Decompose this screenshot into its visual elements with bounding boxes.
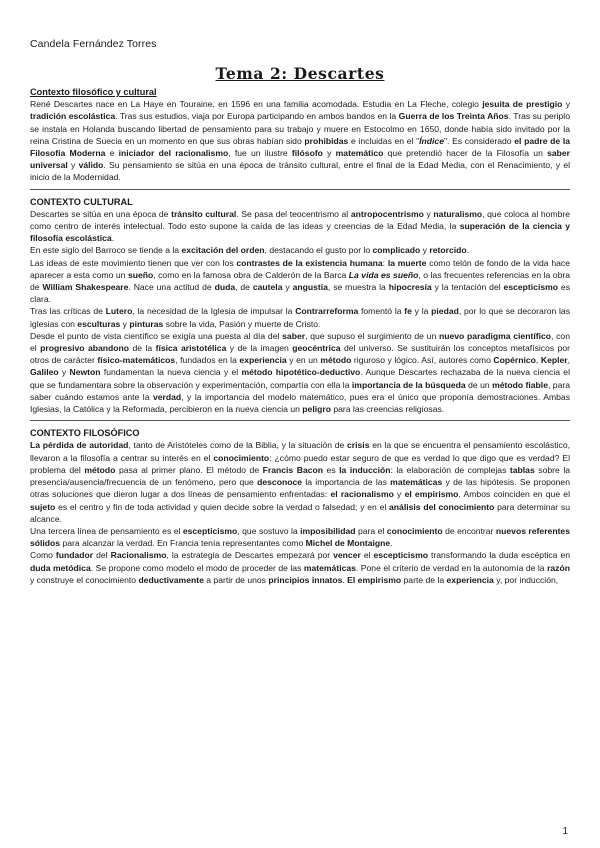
text-run: es clara. (30, 282, 570, 305)
text-run: y (282, 282, 293, 293)
text-run: , para saber cuándo estamos ante la (30, 379, 570, 402)
text-run: que pretendió hacer de la Filosofía un (383, 148, 548, 159)
paragraph (30, 330, 570, 415)
bold-term: Francis Bacon (262, 464, 324, 475)
text-run: , o las frecuentes referencias en la obra de (30, 269, 571, 293)
text-run: es (323, 464, 340, 475)
bold-term: Copérnico (493, 355, 536, 366)
bold-term: razón (547, 562, 570, 573)
bold-term: geocéntrica (292, 343, 341, 354)
bold-term: análisis del conocimiento (389, 501, 495, 512)
text-run: y (120, 318, 130, 329)
bold-term: superación de la ciencia y filosofía escolástica (30, 221, 571, 244)
section-paragraphs (30, 439, 570, 585)
bold-term: saber (282, 330, 306, 341)
bold-term: duda metódica (30, 562, 91, 573)
text-run: , (567, 355, 570, 366)
text-run: en la que se encuentra el pensamiento escolástico, llevaron a la filosofía a centrar su interés en el (30, 440, 570, 463)
text-run: . (390, 538, 393, 549)
text-run: : (382, 257, 388, 268)
text-run: y (393, 489, 405, 500)
bold-term: Contrarreforma (295, 306, 359, 317)
text-run: , que supuso el surgimiento de un (305, 330, 439, 341)
text-run: y (420, 245, 430, 256)
bold-term: complicado (372, 245, 421, 256)
text-run: parte de la (401, 574, 447, 585)
bold-term: matemáticas (303, 562, 356, 573)
bold-term: matemático (335, 148, 384, 159)
bold-term: desconoce (257, 477, 303, 488)
text-run: y, por inducción, (493, 574, 559, 585)
text-run: para el (355, 525, 387, 536)
bold-term: conocimiento (386, 525, 443, 536)
bold-term: Guerra de los Treinta Años (398, 111, 509, 122)
bold-term: jesuita de prestigio (482, 99, 563, 110)
bold-term: el racionalismo (330, 489, 394, 500)
text-run: , por lo que se decoraron las iglesias con (30, 306, 570, 329)
paragraph (30, 244, 570, 256)
bold-term: filósofo (291, 148, 323, 159)
text-run: es el centro y fin de toda actividad y quien decide sobre la verdad o falsedad; y en el (55, 501, 390, 512)
bold-term: peligro (302, 404, 331, 415)
bold-term: piedad (431, 306, 459, 317)
text-run: , con el (30, 330, 570, 354)
bold-term: fe (404, 306, 412, 317)
text-run: . Tras sus estudios, viaja por Europa participando en ambos bandos en la (115, 111, 399, 122)
text-run: Desde el punto de vista científico se exigía una puesta al día del (30, 330, 283, 341)
bold-term: prohibidas (304, 135, 349, 146)
bold-term: tablas (509, 464, 535, 475)
bold-term: William Shakespeare (42, 282, 129, 293)
text-run: del universo. Se sustituirán los conceptos metafísicos por otros de carácter (30, 343, 571, 366)
bold-term: pinturas (129, 318, 164, 329)
bold-term: retorcido (429, 245, 467, 256)
bold-term: saber universal (30, 148, 570, 171)
text-run: e (105, 148, 119, 159)
text-run: para determinar su alcance. (30, 501, 570, 524)
text-run: el (360, 550, 374, 561)
text-run: , tanto de Aristóteles como de la Biblia, y la situación de (128, 440, 348, 451)
text-run: En este siglo del Barroco se tiende a la (30, 245, 182, 256)
section-paragraphs (30, 98, 570, 183)
text-run: y de la imagen (226, 343, 293, 354)
paragraph (30, 525, 570, 549)
bold-term: esculturas (77, 318, 121, 329)
section-contexto-filosofico-cultural (30, 86, 570, 184)
text-run: de encontrar (442, 525, 496, 536)
paragraph (30, 98, 570, 183)
bold-term: imposibilidad (300, 525, 356, 536)
bold-term: tradición escolástica (30, 111, 116, 122)
text-run: pasa al primer plano. El método de (115, 464, 263, 475)
text-run: Como (30, 550, 56, 561)
bold-term: física aristotélica (155, 343, 227, 354)
document-title: Tema 2: Descartes (215, 64, 385, 83)
text-run: y (562, 99, 570, 110)
text-run: , que sostuvo la (237, 525, 301, 536)
bold-term: verdad (152, 391, 182, 402)
text-run: : ¿cómo puedo estar seguro de que es verdad lo que digo que es verdad? El problema del (30, 452, 570, 475)
text-run: . (111, 233, 115, 244)
text-run: René Descartes nace en La Haye en Touraine, en 1596 en una familia acomodada. Estudia en La Fleche, colegio (30, 99, 483, 110)
page-number: 1 (562, 826, 568, 837)
text-run: la importancia de las (302, 477, 391, 488)
text-run: . Nace una actitud de (128, 282, 215, 293)
bold-term: Kepler (540, 355, 568, 366)
text-run: . (466, 245, 470, 256)
text-run: e incluidas en el " (348, 135, 420, 146)
bold-term: progresivo abandono (40, 343, 130, 354)
text-run: de un (465, 379, 493, 390)
text-run: . Ambos coinciden en que el (458, 489, 570, 500)
text-run: y en un (286, 355, 321, 366)
bold-term: fundador (55, 550, 94, 561)
bold-term: experiencia (239, 355, 287, 366)
bold-term: conocimiento (213, 452, 270, 463)
bold-term: experiencia (446, 574, 494, 585)
bold-term: sueño (127, 269, 154, 280)
text-run: . Se propone como modelo el modo de proceder de las (90, 562, 304, 573)
text-run: , como en la famosa obra de Calderón de la Barca (153, 269, 349, 280)
section-heading: Contexto filosófico y cultural (30, 87, 157, 97)
bold-term: escepticismo (182, 525, 238, 536)
text-run: y de las hipótesis. Se proponen otras soluciones que dieron lugar a dos líneas de pensamiento enfrentadas: (30, 477, 570, 500)
paragraph (30, 208, 570, 245)
bold-term: El empirismo (347, 574, 402, 585)
bold-term: el empirismo (404, 489, 459, 500)
bold-term: sujeto (30, 501, 56, 512)
text-run: y la (411, 306, 432, 317)
bold-term: Galileo (30, 367, 59, 378)
bold-term: principios innatos (268, 574, 343, 585)
bold-term: Michel de Montaigne (305, 538, 391, 549)
text-run: . Se pasa del teocentrismo al (236, 208, 351, 219)
text-run: , de (235, 282, 253, 293)
text-run: . Su pensamiento se sitúa en una época de tránsito cultural, entre el final de la Edad Media, con el Renacimiento, y el inicio de la Modernidad. (30, 160, 571, 183)
text-run: . Tras su periplo se instala en Holanda buscando libertad de pensamiento para su trabajo y muere en Estocolmo en 1650, donde había sido invitado por la reina Cristina de Suecia en un momento en que sus obras habían sido (30, 111, 570, 146)
text-run: y (423, 208, 434, 219)
text-run: y la tentación del (431, 282, 504, 293)
bold-term: método (320, 355, 352, 366)
text-run: y (58, 367, 70, 378)
paragraph (30, 549, 570, 586)
section-contexto-filosofico (30, 427, 570, 586)
text-run: sobre la presencia/ausencia/frecuencia de un fenómeno, pero que (30, 464, 571, 488)
text-run: transformando la duda escéptica en (427, 550, 571, 561)
bold-term: tránsito cultural (171, 208, 237, 219)
text-run: riguroso y lógico. Así, autores como (351, 355, 494, 366)
text-run: para las creencias religiosas. (330, 404, 445, 415)
bold-term: iniciador del racionalismo (118, 148, 229, 159)
text-run: , fundados en la (175, 355, 240, 366)
text-run: y construye el conocimiento (30, 574, 139, 585)
text-run: : la elaboración de complejas (390, 464, 510, 475)
text-run: Tras las críticas de (30, 306, 106, 317)
bold-term: método fiable (492, 379, 548, 390)
bold-term: duda (214, 282, 236, 293)
bold-term: cautela (252, 282, 283, 293)
bold-term: escepticismo (503, 282, 559, 293)
document-body (30, 86, 570, 586)
bold-term: Lutero (105, 306, 133, 317)
bold-term: La vida es sueño (348, 269, 419, 280)
text-run: . (342, 574, 348, 585)
text-run: a partir de unos (203, 574, 269, 585)
bold-term: Racionalismo (110, 550, 167, 561)
section-heading: CONTEXTO FILOSÓFICO (30, 428, 140, 439)
bold-term: contrastes de la existencia humana (236, 257, 383, 268)
text-run: como telón de fondo de la vida hace aparecer a esta como un (30, 257, 570, 280)
text-run: ". Es considerado (443, 135, 515, 146)
bold-term: importancia de la búsqueda (351, 379, 466, 390)
bold-term: la muerte (387, 257, 427, 268)
bold-term: método hipotético-deductivo (241, 367, 361, 378)
section-heading: CONTEXTO CULTURAL (30, 196, 133, 207)
text-run: , destacando el gusto por lo (264, 245, 373, 256)
bold-term: vencer (333, 550, 361, 561)
section-paragraphs (30, 208, 570, 415)
text-run: Descartes se sitúa en una época de (30, 208, 172, 219)
bold-term: escepticismo (373, 550, 428, 561)
paragraph (30, 305, 570, 329)
text-run: de la (129, 343, 156, 354)
text-run: para alcanzar la verdad. En Francia tenía representantes como (60, 538, 306, 549)
bold-term: antropocentrismo (350, 208, 424, 219)
text-run: , fue un ilustre (228, 148, 292, 159)
bold-term: válido (78, 160, 104, 171)
bold-term: nuevos referentes sólidos (30, 525, 570, 549)
bold-term: angustia (292, 282, 328, 293)
bold-term: Índice (419, 135, 444, 146)
text-run: y (322, 148, 336, 159)
bold-term: deductivamente (138, 574, 204, 585)
bold-term: nuevo paradigma científico (439, 330, 551, 341)
bold-term: el padre de la Filosofía Moderna (30, 135, 570, 159)
text-run: . Pone el criterio de verdad en la autonomía de la (355, 562, 548, 573)
bold-term: matemáticas (390, 477, 443, 488)
text-run: , (535, 355, 541, 366)
bold-term: crisis (347, 440, 370, 451)
text-run: fomentó la (358, 306, 405, 317)
text-run: , y la importancia del modelo matemático, pues era el único que proponía demostraciones. Ambas Iglesias, la Católica y la Reformada, percibieron en la nueva ciencia un (30, 391, 570, 415)
bold-term: Newton (69, 367, 101, 378)
text-run: , la necesidad de la Iglesia de impulsar la (132, 306, 296, 317)
bold-term: la inducción (339, 464, 391, 475)
section-divider (30, 420, 570, 421)
text-run: , se muestra la (327, 282, 389, 293)
bold-term: método (84, 464, 116, 475)
document-author: Candela Fernández Torres (30, 38, 157, 50)
text-run: , que coloca al hombre como centro de interés intelectual. Todo esto supone la caída de las ideas y creencias de la Edad Media, la (30, 208, 570, 232)
text-run: fundamentan la nueva ciencia y el (100, 367, 242, 378)
bold-term: hipocresía (388, 282, 432, 293)
section-divider (30, 189, 570, 190)
text-run: Una tercera línea de pensamiento es el (30, 525, 183, 536)
bold-term: físico-matemáticos (97, 355, 176, 366)
text-run: y (67, 160, 79, 171)
text-run: Las ideas de este movimiento tienen que ver con los (30, 257, 237, 268)
bold-term: La pérdida de autoridad (30, 440, 129, 451)
text-run: sobre la vida, Pasión y muerte de Cristo. (163, 318, 321, 329)
bold-term: naturalismo (433, 208, 483, 219)
paragraph (30, 439, 570, 524)
text-run: . Aunque Descartes rechazaba de la nueva ciencia el que se fundamentara sobre la observación y experimentación, compartía con ella la (30, 367, 570, 390)
text-run: , la estrategia de Descartes empezará por (166, 550, 334, 561)
bold-term: excitación del orden (181, 245, 265, 256)
section-contexto-cultural (30, 196, 570, 416)
paragraph (30, 257, 570, 306)
text-run: del (93, 550, 111, 561)
